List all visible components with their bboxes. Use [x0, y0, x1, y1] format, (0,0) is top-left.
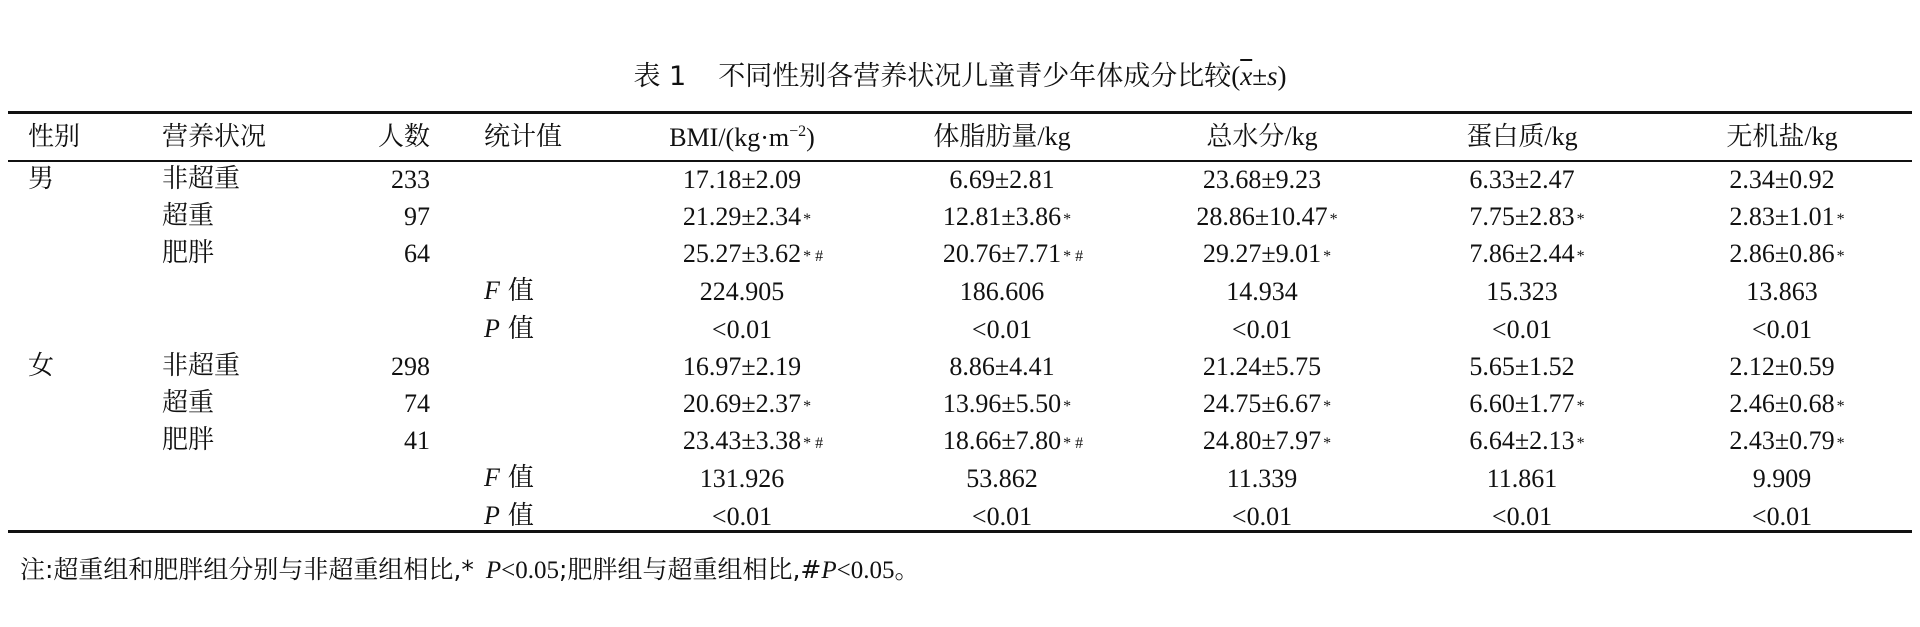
- cell-mineral-p: <0.01: [1751, 501, 1813, 531]
- table-row: [8, 422, 1912, 459]
- cell-fat-f: 186.606: [959, 276, 1045, 306]
- cell-protein: 7.75±2.83 *: [1469, 202, 1585, 231]
- cell-stat-label: P 值: [484, 314, 534, 344]
- cell-bmi: 16.97±2.19: [682, 352, 802, 381]
- cell-bmi: 21.29±2.34 *: [682, 202, 812, 231]
- cell-bmi: 17.18±2.09: [682, 165, 802, 194]
- cell-stat: [482, 348, 612, 385]
- cell-water-f: 14.934: [1226, 276, 1298, 306]
- body-composition-table: [8, 113, 1912, 535]
- header-bmi: BMI/$(kg\cdot m^{-2})$: [669, 122, 815, 152]
- cell-stat: [482, 198, 612, 235]
- header-fat: 体脂肪量/kg: [933, 122, 1071, 152]
- cell-stat-label: P 值: [484, 501, 534, 531]
- cell-fat: 12.81±3.86 *: [942, 202, 1072, 231]
- table-title: 表 1 不同性别各营养状况儿童青少年体成分比较$(\overline{x}\pm s)$: [633, 61, 1287, 92]
- cell-fat-f: 53.862: [966, 463, 1038, 493]
- header-row: [8, 113, 1912, 161]
- f-value-row: [8, 459, 1912, 497]
- cell-n: 298: [391, 352, 430, 381]
- cell-water: 21.24±5.75: [1202, 352, 1322, 381]
- cell-mineral: 2.43±0.79 *: [1729, 426, 1845, 455]
- cell-fat: 6.69±2.81: [949, 165, 1055, 194]
- cell-protein-p: <0.01: [1491, 314, 1553, 344]
- cell-protein: 7.86±2.44 *: [1469, 239, 1585, 268]
- cell-water: 28.86±10.47 *: [1196, 202, 1338, 231]
- header-status: 营养状况: [162, 121, 267, 152]
- cell-stat-label: F 值: [484, 463, 534, 493]
- cell-stat: [482, 422, 612, 459]
- cell-water-p: <0.01: [1231, 501, 1293, 531]
- cell-protein: 5.65±1.52: [1469, 352, 1575, 381]
- header-sex: 性别: [28, 121, 81, 152]
- cell-water: 24.75±6.67 *: [1202, 389, 1332, 418]
- table-row: [8, 385, 1912, 422]
- p-value-row: [8, 310, 1912, 348]
- cell-bmi-p: <0.01: [711, 501, 773, 531]
- cell-n: 233: [391, 165, 430, 194]
- table-footnote: 注:超重组和肥胖组分别与非超重组相比,* P<0.05;肥胖组与超重组相比,#P<0.05。: [20, 555, 920, 584]
- cell-bmi: 25.27±3.62 * #: [682, 239, 824, 268]
- cell-protein-p: <0.01: [1491, 501, 1553, 531]
- cell-status: 超重: [162, 201, 215, 231]
- cell-bmi-f: 131.926: [699, 463, 785, 493]
- cell-bmi-p: <0.01: [711, 314, 773, 344]
- cell-water-p: <0.01: [1231, 314, 1293, 344]
- cell-water: 29.27±9.01 *: [1202, 239, 1332, 268]
- cell-water-f: 11.339: [1226, 463, 1298, 493]
- cell-mineral: 2.34±0.92: [1729, 165, 1835, 194]
- cell-protein: 6.64±2.13 *: [1469, 426, 1585, 455]
- p-value-row: [8, 497, 1912, 535]
- cell-water: 24.80±7.97 *: [1202, 426, 1332, 455]
- cell-fat: 18.66±7.80 * #: [942, 426, 1084, 455]
- cell-status: 肥胖: [162, 238, 215, 268]
- mean-symbol: $\overline{x}$: [1240, 61, 1253, 91]
- cell-stat-label: F 值: [484, 276, 534, 306]
- cell-fat: 13.96±5.50 *: [942, 389, 1072, 418]
- table-row: [8, 198, 1912, 235]
- cell-protein: 6.60±1.77 *: [1469, 389, 1585, 418]
- cell-n: 97: [404, 202, 430, 231]
- cell-mineral: 2.83±1.01 *: [1729, 202, 1845, 231]
- f-value-row: [8, 272, 1912, 310]
- cell-fat-p: <0.01: [971, 501, 1033, 531]
- sd-symbol: s: [1267, 61, 1278, 91]
- cell-status: 超重: [162, 388, 215, 418]
- header-water: 总水分/kg: [1206, 122, 1318, 152]
- cell-sex: 女: [28, 351, 55, 381]
- table-body: [8, 161, 1912, 535]
- cell-bmi: 23.43±3.38 * #: [682, 426, 824, 455]
- cell-fat-p: <0.01: [971, 314, 1033, 344]
- cell-mineral-p: <0.01: [1751, 314, 1813, 344]
- cell-n: 41: [404, 426, 430, 455]
- cell-mineral: 2.46±0.68 *: [1729, 389, 1845, 418]
- cell-protein-f: 15.323: [1486, 276, 1558, 306]
- cell-fat: 20.76±7.71 * #: [942, 239, 1084, 268]
- cell-sex: [8, 422, 150, 459]
- table-caption: 不同性别各营养状况儿童青少年体成分比较: [718, 61, 1232, 92]
- cell-bmi-f: 224.905: [699, 276, 785, 306]
- header-mineral: 无机盐/kg: [1726, 122, 1838, 152]
- cell-sex: 男: [28, 164, 55, 194]
- cell-status: 非超重: [162, 351, 241, 381]
- table-row: [8, 161, 1912, 198]
- cell-mineral-f: 13.863: [1746, 276, 1818, 306]
- cell-mineral: 2.12±0.59: [1729, 352, 1835, 381]
- table-row: [8, 235, 1912, 272]
- cell-sex: [8, 235, 150, 272]
- cell-sex: [8, 385, 150, 422]
- header-stat: 统计值: [484, 121, 563, 152]
- cell-stat: [482, 161, 612, 198]
- cell-water: 23.68±9.23: [1202, 165, 1322, 194]
- cell-sex: [8, 198, 150, 235]
- table-row: [8, 348, 1912, 385]
- cell-fat: 8.86±4.41: [949, 352, 1055, 381]
- cell-protein-f: 11.861: [1486, 463, 1558, 493]
- cell-protein: 6.33±2.47: [1469, 165, 1575, 194]
- cell-mineral-f: 9.909: [1752, 463, 1812, 493]
- table-label: 表 1: [633, 61, 687, 92]
- cell-mineral: 2.86±0.86 *: [1729, 239, 1845, 268]
- cell-stat: [482, 235, 612, 272]
- cell-stat: [482, 385, 612, 422]
- cell-bmi: 20.69±2.37 *: [682, 389, 812, 418]
- cell-status: 非超重: [162, 164, 241, 194]
- cell-n: 74: [404, 389, 430, 418]
- cell-status: 肥胖: [162, 425, 215, 455]
- header-n: 人数: [377, 121, 430, 152]
- cell-n: 64: [404, 239, 430, 268]
- header-protein: 蛋白质/kg: [1466, 122, 1578, 152]
